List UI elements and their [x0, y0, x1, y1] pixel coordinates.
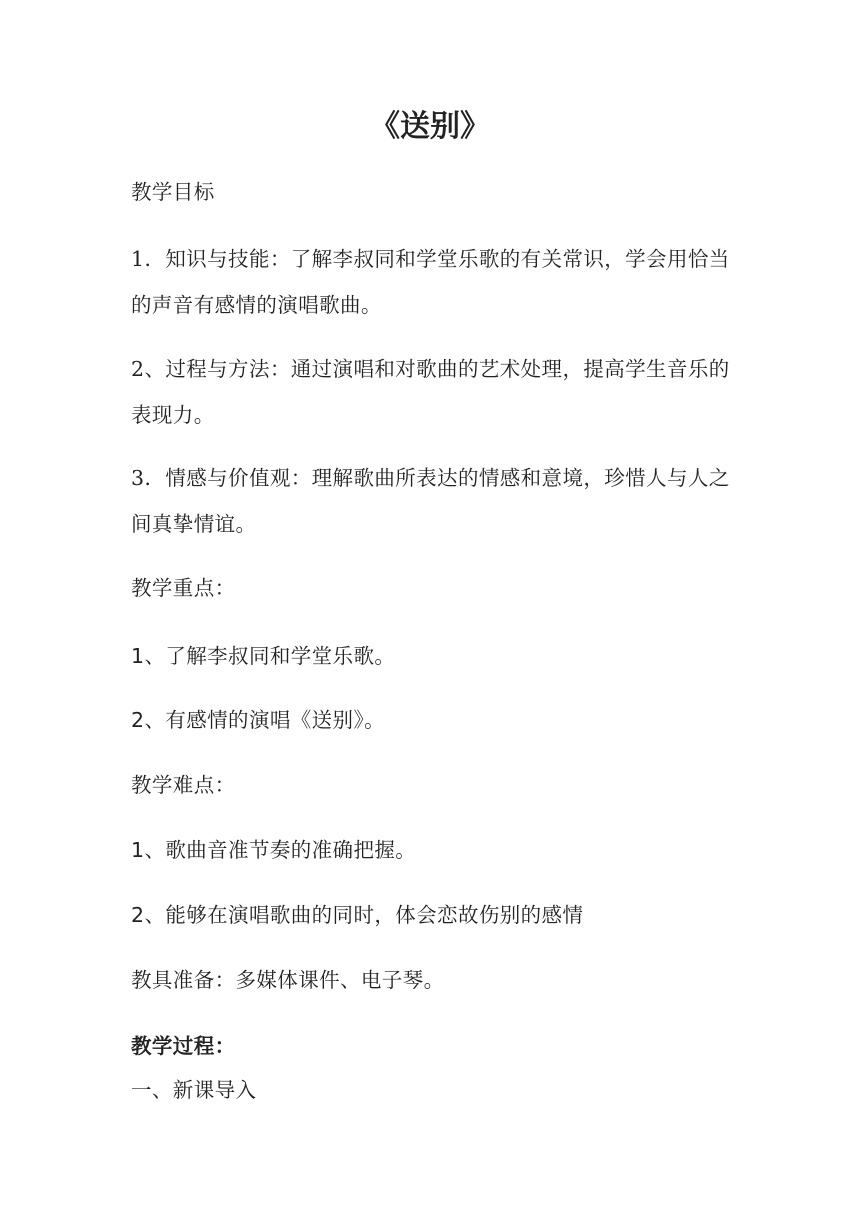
key-points-heading: 教学重点：: [131, 576, 236, 600]
objective-1: 1．知识与技能：了解李叔同和学堂乐歌的有关常识，学会用恰当的声音有感情的演唱歌曲。: [131, 247, 730, 317]
difficulty-2: 2、能够在演唱歌曲的同时，体会恋故伤别的感情: [131, 903, 584, 927]
materials-line: 教具准备：多媒体课件、电子琴。: [131, 968, 445, 992]
key-point-2: 2、有感情的演唱《送别》。: [131, 708, 385, 732]
process-heading: 教学过程：: [131, 1034, 236, 1058]
difficulties-heading: 教学难点：: [131, 773, 236, 797]
section-1-heading: 一、新课导入: [131, 1078, 257, 1102]
objective-2: 2、过程与方法：通过演唱和对歌曲的艺术处理，提高学生音乐的表现力。: [131, 357, 730, 427]
difficulty-1: 1、歌曲音准节奏的准确把握。: [131, 838, 417, 862]
key-point-1: 1、了解李叔同和学堂乐歌。: [131, 644, 396, 668]
document-title: 《送别》: [370, 109, 490, 144]
objectives-heading: 教学目标: [131, 180, 215, 204]
objective-3: 3．情感与价值观：理解歌曲所表达的情感和意境，珍惜人与人之间真挚情谊。: [131, 466, 730, 536]
